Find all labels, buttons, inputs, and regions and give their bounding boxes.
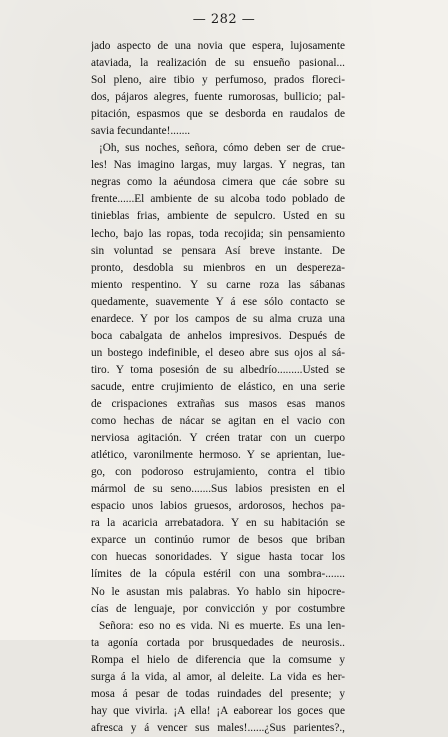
- text-line: límites de la cópula estéril con una sombra-.......: [91, 568, 345, 581]
- text-line: frente......El ambiente de su alcoba todo poblado de: [91, 193, 345, 206]
- text-line: Rompa el hielo de diferencia que la comsume y: [91, 653, 345, 666]
- text-line: mosa á pesar de todas ruindades del presente; y: [91, 687, 345, 700]
- text-line: mármol de su seno.......Sus labios presisten en el: [91, 483, 345, 496]
- body-text: [91, 38, 345, 737]
- text-line: quedamente, suavemente Y á ese sólo contacto se: [91, 295, 345, 308]
- text-line: miento respentino. Y su carne roza las sábanas: [91, 278, 345, 291]
- text-line: nerviosa agitación. Y créen tratar con un cuerpo: [91, 432, 345, 445]
- text-line: de crispaciones extrañas sus masos esas manos: [91, 397, 345, 410]
- text-line: jado aspecto de una novia que espera, lujosamente: [91, 40, 345, 52]
- text-line: ataviada, la realización de su ensueño pasional...: [91, 57, 345, 70]
- text-line: ta agonía cortada por brusquedades de neurosis..: [91, 636, 345, 649]
- text-line: pronto, desdobla su mienbros en un desperezа-: [91, 261, 345, 274]
- text-line: tinieblas frias, ambiente de sepulcro. Usted en su: [91, 210, 345, 223]
- text-line: tiro. Y toma posesión de su albedrío.........Usted se: [91, 363, 345, 376]
- text-line: como hechas de nácar se agitan en el vacio con: [91, 415, 345, 428]
- text-line: les! Nas imagino largas, muy largas. Y negras, tan: [91, 159, 345, 172]
- text-line: dos, pájaros alegres, fuente rumorosas, bullicio; pal-: [91, 91, 345, 104]
- text-line: Sol pleno, aire tibio y perfumoso, prados floreci-: [91, 74, 345, 87]
- text-line: enardece. Y por los campos de su alma cruza una: [91, 312, 345, 325]
- paragraph-3: [91, 618, 345, 737]
- text-line: cías de lenguaje, por convicción y por costumbre: [91, 602, 345, 615]
- text-line: negras como la aéundosa cimera que cáe sobre su: [91, 176, 345, 189]
- text-line: ¡Oh, sus noches, señora, cómo deben ser de crue-: [99, 142, 345, 155]
- text-line: con huecas sonoridades. Y sigue hasta tocar los: [91, 551, 345, 564]
- text-line: exparce un continúo rumor de besos que briban: [91, 534, 345, 547]
- text-line: sin voluntad se pensara Así breve instante. De: [91, 244, 345, 257]
- text-line: savia fecundante!.......: [91, 125, 191, 138]
- text-line: surga á la vida, al amor, al deleite. La vida es her-: [91, 670, 345, 683]
- text-line: go, con podoroso estrujamiento, contra el tibio: [91, 466, 345, 479]
- text-line: afresca y á vencer sus males!......¿Sus parientes?.,: [91, 721, 345, 734]
- text-line: espacio unos labios gruesos, ardorosos, hechos pa-: [91, 500, 345, 513]
- text-line: pitación, espasmos que se desborda en raudalos de: [91, 108, 345, 121]
- text-line: No le asustan mis palabras. Yo hablo sin hipocre-: [91, 585, 345, 598]
- text-line: sacude, entre crujimiento de elástico, en una serie: [91, 380, 345, 393]
- text-line: lecho, bajo las ropas, toda recojida; sin pensamiento: [91, 227, 345, 240]
- text-line: Señora: eso no es vida. Ni es muerte. Es una len-: [99, 619, 345, 632]
- paragraph-1: [91, 38, 345, 140]
- text-line: boca cabalgata de anhelos impresivos. Después de: [91, 329, 345, 342]
- text-line: ra la acaricia arrebatadora. Y en su habitación se: [91, 517, 345, 530]
- paragraph-2: [91, 140, 345, 617]
- page-number: — 282 —: [192, 12, 256, 27]
- text-line: atlético, varonilmente hermoso. Y se aprientan, lue-: [91, 449, 345, 462]
- text-line: hay que vivirla. ¡A ella! ¡A eaborear los goces que: [91, 704, 345, 717]
- text-line: un bostego indefinible, el deseo abre sus ojos al sá-: [91, 346, 345, 359]
